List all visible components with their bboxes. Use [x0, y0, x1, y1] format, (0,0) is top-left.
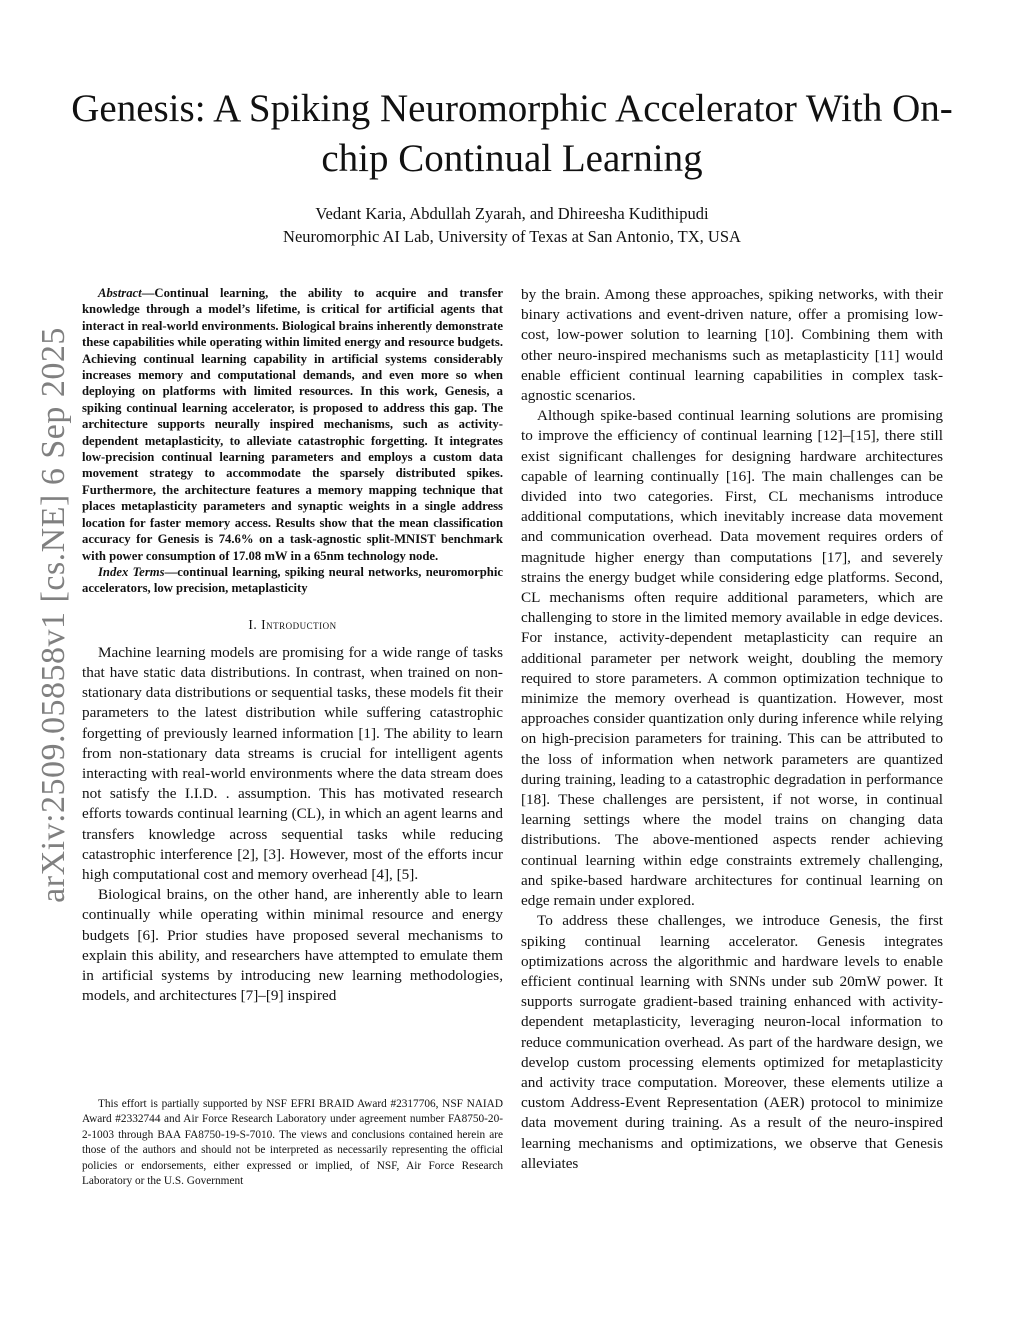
body-paragraph: To address these challenges, we introduce Genesis, the first spiking continual learning accelerator. Genesis integrates optimizations across the algorithmic and hardware levels to enable efficient continual learning with SNNs under sub 20mW power. It supports surrogate gradient-based training enhanced with activity-dependent metaplasticity, leveraging neuron-local information to reduce communication overhead. As part of the hardware design, we develop custom processing elements optimized for metaplasticity and activity trace computation. Moreover, these elements utilize a custom Address-Event Representation (AER) protocol to minimize data movement during training. As a result of the neuro-inspired learning mechanisms and optimizations, we observe that Genesis alleviates: [521, 912, 943, 1172]
intro-paragraph: Machine learning models are promising for a wide range of tasks that have static data distributions. In contrast, when trained on non-stationary data distributions or sequential tasks, these models fit their parameters to the latest distribution while suffering catastrophic forgetting of previously learned information [1]. The ability to learn from non-stationary data streams is crucial for intelligent agents interacting with real-world environments where the data stream does not satisfy the I.I.D. . assumption. This has motivated research efforts towards continual learning (CL), in which an agent learns and transfers knowledge across sequential tasks while reducing catastrophic interference [2], [3]. However, most of the efforts incur high computational cost and memory overhead [4], [5].: [82, 643, 503, 883]
index-terms-lead: Index Terms: [98, 564, 165, 579]
author-names: Vedant Karia, Abdullah Zyarah, and Dhireesha Kudithipudi: [315, 204, 709, 223]
index-terms-text: —continual learning, spiking neural networks, neuromorphic accelerators, low precision, metaplasticity: [82, 564, 503, 596]
abstract-lead: Abstract: [98, 286, 142, 300]
abstract-text: —Continual learning, the ability to acquire and transfer knowledge through a model’s lifetime, is critical for artificial agents that interact in real-world environments. Biological brains inherently demonstrate these capabilities while operating within limited energy and resource budgets. Achieving continual learning capability in artificial systems considerably increases memory and computational demands, and even more so when deploying on platforms with limited resources. In this work, Genesis, a spiking continual learning accelerator, is proposed to address this gap. The architecture supports neurally inspired mechanisms, such as activity-dependent metaplasticity, to alleviate catastrophic forgetting. It integrates low-precision continual learning parameters and employs a custom data movement strategy to accommodate the sparsely distributed spikes. Furthermore, the architecture features a memory mapping technique that places metaplasticity parameters and synaptic weights in a single address location for faster memory access. Results show that the mean classification accuracy for Genesis is 74.6% on a task-agnostic split-MNIST benchmark with power consumption of 17.08 mW in a 65nm technology node.: [82, 286, 503, 563]
section-heading-introduction: I. Introduction: [248, 616, 337, 632]
abstract: [82, 285, 503, 564]
left-column: [82, 285, 503, 1006]
body-paragraph: Although spike-based continual learning solutions are promising to improve the efficiency of continual learning [12]–[15], there still exist significant challenges for designing hardware architectures capable of learning continually [16]. The main challenges can be divided into two categories. First, CL mechanisms introduce additional computations, which inevitably increase data movement and communication overhead. Data movement requires orders of magnitude higher energy than computations [17], and severely strains the energy budget while considering edge platforms. Second, CL mechanisms often require additional parameters, which are challenging to store in the limited memory available in edge devices. For instance, activity-dependent metaplasticity can require an additional parameter per network weight, doubling the memory required to store parameters. A common optimization technique to minimize the memory overhead is quantization. However, most approaches consider quantization only during inference while relying on high-precision parameters for training. This can be attributed to the loss of information when network parameters are quantized during training, leading to a catastrophic degradation in performance [18]. These challenges are persistent, if not worse, in continual learning settings where the model trains on changing data distributions. The above-mentioned aspects render achieving continual learning within edge constraints extremely challenging, and spike-based hardware architectures for continual learning on edge remain under explored.: [521, 407, 943, 910]
right-column: [521, 285, 943, 1174]
arxiv-identifier-text: arXiv:2509.05858v1 [cs.NE] 6 Sep 2025: [35, 327, 72, 903]
index-terms: [82, 564, 503, 597]
body-paragraph: by the brain. Among these approaches, spiking networks, with their binary activations and event-driven nature, offer a promising low-cost, low-power solution to learning [10]. Combining them with other neuro-inspired mechanisms such as metaplasticity [11] would enable efficient continual learning capabilities in complex task-agnostic scenarios.: [521, 286, 943, 405]
arxiv-identifier-stamp: [30, 265, 78, 965]
author-block: [60, 202, 964, 248]
funding-footnote: This effort is partially supported by NSF EFRI BRAID Award #2317706, NSF NAIAD Award #2332744 and Air Force Research Laboratory under agreement number FA8750-20-2-1003 through BAA FA8750-19-S-7010. The views and conclusions contained herein are those of the authors and should not be interpreted as necessarily representing the official policies or endorsements, either expressed or implied, of NSF, Air Force Research Laboratory or the U.S. Government: [82, 1098, 503, 1188]
intro-paragraph: Biological brains, on the other hand, are inherently able to learn continually while operating within minimal resource and energy budgets [6]. Prior studies have proposed several mechanisms to explain this ability, and researchers have attempted to emulate them in artificial systems by introducing new learning methodologies, models, and architectures [7]–[9] inspired: [82, 886, 503, 1005]
paper-title: Genesis: A Spiking Neuromorphic Accelerator With On-chip Continual Learning: [71, 87, 953, 180]
author-affiliation: Neuromorphic AI Lab, University of Texas at San Antonio, TX, USA: [283, 227, 741, 246]
